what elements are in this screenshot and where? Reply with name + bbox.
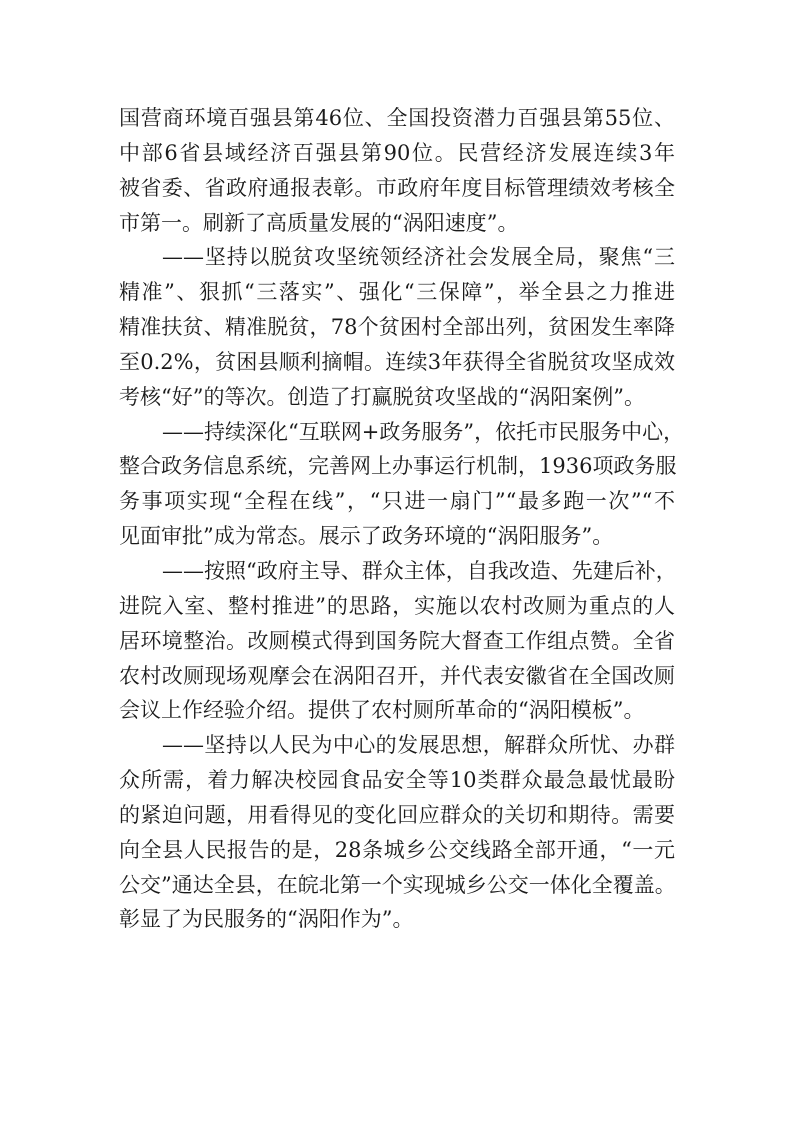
text-line: ——持续深化“互联网+政务服务”，依托市民服务中心， [162, 419, 685, 444]
text-line: 会议上作经验介绍。提供了农村厕所革命的“涡阳模板”。 [119, 698, 645, 723]
text-line: 务事项实现“全程在线”，“只进一扇门”“最多跑一次”“不 [119, 489, 675, 514]
text-line: ——坚持以人民为中心的发展思想，解群众所忧、办群 [162, 733, 675, 758]
paragraph [119, 554, 675, 728]
paragraph [119, 240, 675, 414]
document-body [119, 101, 685, 937]
paragraph [119, 101, 675, 240]
text-line: ——坚持以脱贫攻坚统领经济社会发展全局，聚焦“三 [162, 245, 675, 270]
text-line: 向全县人民报告的是，28条城乡公交线路全部开通，“一元 [119, 837, 675, 862]
text-line: 精准扶贫、精准脱贫，78个贫困村全部出列，贫困发生率降 [119, 315, 675, 340]
text-line: 至0.2%，贫困县顺利摘帽。连续3年获得全省脱贫攻坚成效 [119, 349, 675, 374]
text-line: 农村改厕现场观摩会在涡阳召开，并代表安徽省在全国改厕 [119, 663, 675, 688]
text-line: 市第一。刷新了高质量发展的“涡阳速度”。 [119, 210, 519, 235]
text-line: 公交”通达全县，在皖北第一个实现城乡公交一体化全覆盖。 [119, 872, 676, 897]
text-line: 居环境整治。改厕模式得到国务院大督查工作组点赞。全省 [119, 628, 675, 653]
text-line: 国营商环境百强县第46位、全国投资潜力百强县第55位、 [119, 106, 675, 130]
text-line: 彰显了为民服务的“涡阳作为”。 [119, 907, 414, 932]
text-line: 考核“好”的等次。创造了打赢脱贫攻坚战的“涡阳案例”。 [119, 384, 645, 409]
text-line: 见面审批”成为常态。展示了政务环境的“涡阳服务”。 [119, 524, 614, 549]
paragraph [119, 415, 685, 554]
text-line: 中部6省县域经济百强县第90位。民营经济发展连续3年 [119, 140, 675, 165]
text-line: 众所需，着力解决校园食品安全等10类群众最急最忧最盼 [119, 768, 675, 793]
text-line: 精准”、狠抓“三落实”、强化“三保障”，举全县之力推进 [119, 280, 675, 305]
paragraph [119, 728, 675, 937]
text-line: 被省委、省政府通报表彰。市政府年度目标管理绩效考核全 [119, 175, 675, 200]
text-line: 进院入室、整村推进”的思路，实施以农村改厕为重点的人 [119, 593, 675, 618]
text-line: 的紧迫问题，用看得见的变化回应群众的关切和期待。需要 [119, 802, 675, 827]
text-line: ——按照“政府主导、群众主体，自我改造、先建后补， [162, 558, 677, 583]
text-line: 整合政务信息系统，完善网上办事运行机制，1936项政务服 [119, 454, 677, 479]
